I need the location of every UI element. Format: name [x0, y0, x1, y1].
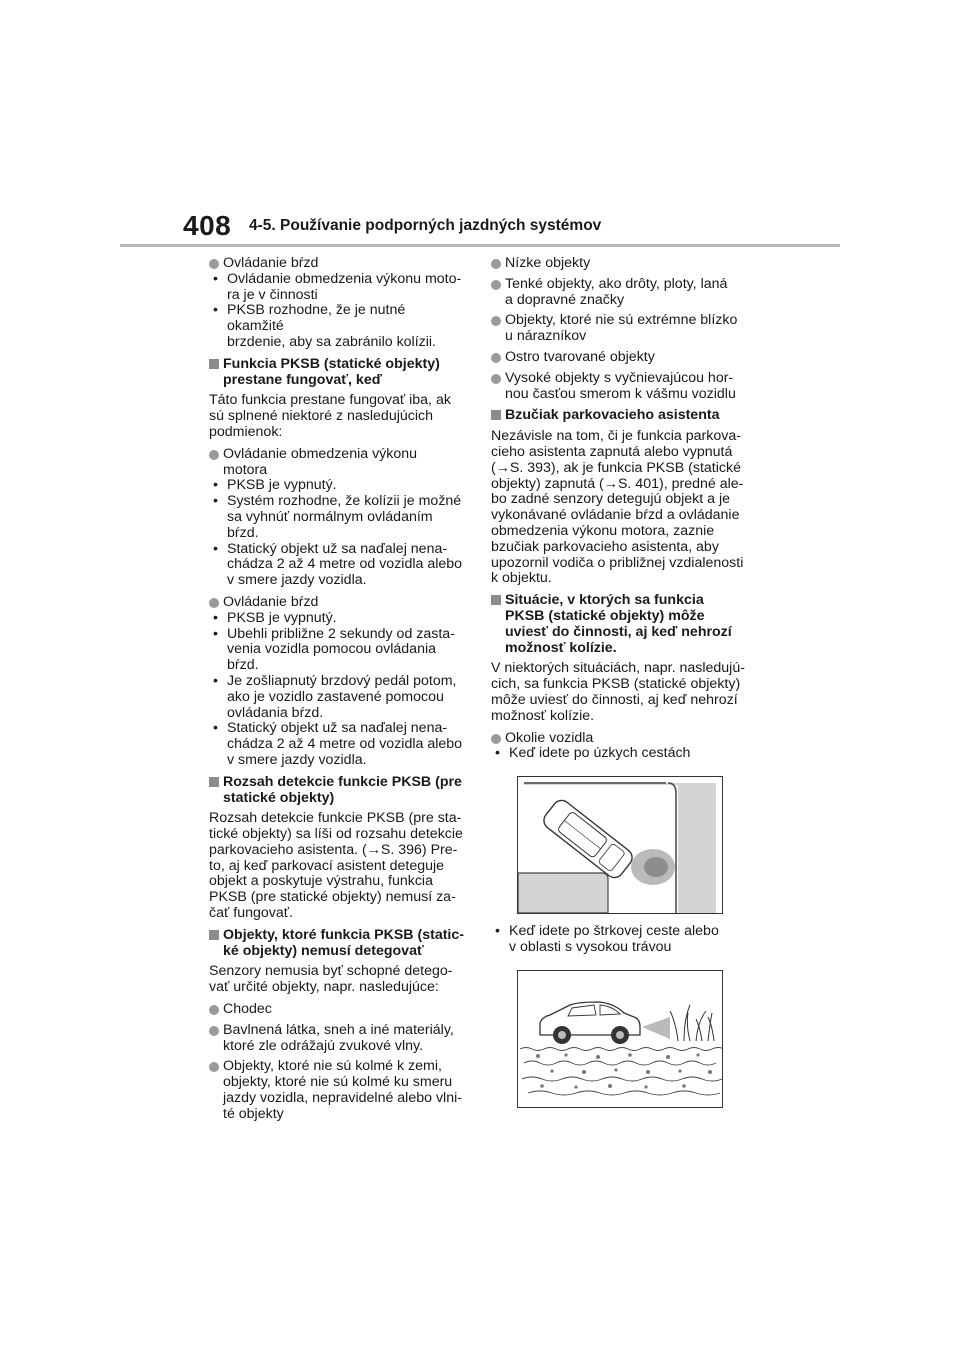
sub-item: • Keď idete po štrkovej ceste alebo v oblasti s vysokou trávou — [491, 924, 747, 956]
paragraph: Senzory nemusia byť schopné detego- vať určité objekty, napr. nasledujúce: — [209, 963, 453, 996]
sub-item: • Ubehli približne 2 sekundy od zasta- venia vozidla pomocou ovládania bŕzd. — [209, 627, 465, 674]
list-item: Tenké objekty, ako drôty, ploty, laná a dopravné značky — [491, 277, 747, 309]
list-item: Ostro tvarované objekty — [491, 350, 747, 366]
header-divider — [120, 244, 840, 247]
list-item: Okolie vozidla — [491, 731, 747, 747]
sub-item: • Statický objekt už sa naďalej nena- chádza 2 až 4 metre od vozidla alebo v smere jazdy vozidla. — [209, 721, 465, 768]
illustration-gravel-road — [517, 970, 723, 1108]
sub-item: • Ovládanie obmedzenia výkonu moto- ra je v činnosti — [209, 272, 465, 304]
list-item: Ovládanie obmedzenia výkonu motora — [209, 447, 465, 479]
sub-item: • Keď idete po úzkych cestách — [491, 746, 747, 762]
sub-item: • Je zošliapnutý brzdový pedál potom, ako je vozidlo zastavené pomocou ovládania bŕzd. — [209, 674, 465, 721]
sub-item: • Systém rozhodne, že kolízii je možné sa vyhnúť normálnym ovládaním bŕzd. — [209, 494, 465, 541]
group-brake-control-2 — [209, 595, 465, 769]
section-title: 4-5. Používanie podporných jazdných systémov — [249, 217, 602, 234]
left-column — [209, 256, 465, 1128]
list-item: Chodec — [209, 1002, 465, 1018]
illustration-narrow-road — [517, 776, 723, 914]
group-brake-control — [209, 256, 465, 351]
list-item: Objekty, ktoré nie sú kolmé k zemi, objekty, ktoré nie sú kolmé ku smeru jazdy vozidla, nepravidelné alebo vlni- té objekty — [209, 1059, 465, 1122]
paragraph: Rozsah detekcie funkcie PKSB (pre sta- tické objekty) sa líši od rozsahu detekcie parkovacieho asistenta. (→S. 396) Pre- to, aj keď parkovací asistent deteguje objekt a poskytuje výstrahu, funkcia PKSB (pre statické objekty) nemusí za- čať fungovať. — [209, 810, 463, 922]
list-item: Objekty, ktoré nie sú extrémne blízko u nárazníkov — [491, 313, 747, 345]
list-item: Ovládanie bŕzd — [209, 595, 465, 611]
paragraph: Nezávisle na tom, či je funkcia parkova- cieho asistenta zapnutá alebo vypnutá (→S. 393), ak je funkcia PKSB (statické objekty) zapnutá (→S. 401), predné ale- bo zadné senzory detegujú objekt a je vykonávané ovládanie bŕzd a ovládanie obmedzenia výkonu motora, zaznie bzučiak parkovacieho asistenta, aby upozornil vodiča o približnej vzdialenosti k objektu. — [491, 428, 744, 587]
list-item: Bavlnená látka, sneh a iné materiály, ktoré zle odrážajú zvukové vlny. — [209, 1023, 465, 1055]
sub-item: • PKSB je vypnutý. — [209, 611, 465, 627]
paragraph: V niektorých situáciách, napr. nasledujú- cich, sa funkcia PKSB (statické objekty) môže uviesť do činnosti, aj keď nehrozí možnosť kolízie. — [491, 660, 745, 724]
list-item: Vysoké objekty s vyčnievajúcou hor- nou časťou smerom k vášmu vozidlu — [491, 371, 747, 403]
section-heading: Bzučiak parkovacieho asistenta — [491, 408, 747, 424]
paragraph: Táto funkcia prestane fungovať iba, ak sú splnené niektoré z nasledujúcich podmienok: — [209, 392, 451, 440]
gravel-road-figure — [518, 971, 722, 1107]
sub-item: • PKSB rozhodne, že je nutné okamžité brzdenie, aby sa zabránilo kolízii. — [209, 303, 465, 350]
sub-item: • PKSB je vypnutý. — [209, 478, 465, 494]
section-heading: Rozsah detekcie funkcie PKSB (pre statické objekty) — [209, 775, 465, 807]
section-heading: Funkcia PKSB (statické objekty) prestane fungovať, keď — [209, 357, 465, 389]
page-header — [0, 0, 960, 250]
right-column — [491, 256, 747, 1108]
list-item: Ovládanie bŕzd — [209, 256, 465, 272]
sub-item: • Statický objekt už sa naďalej nena- chádza 2 až 4 metre od vozidla alebo v smere jazdy vozidla. — [209, 542, 465, 589]
section-heading: Objekty, ktoré funkcia PKSB (static- ké objekty) nemusí detegovať — [209, 928, 465, 960]
group-engine-output — [209, 447, 465, 589]
section-heading: Situácie, v ktorých sa funkcia PKSB (statické objekty) môže uviesť do činnosti, aj keď nehrozí možnosť kolízie. — [491, 593, 747, 656]
list-item: Nízke objekty — [491, 256, 747, 272]
narrow-road-figure — [518, 777, 722, 913]
page-number: 408 — [183, 210, 232, 241]
